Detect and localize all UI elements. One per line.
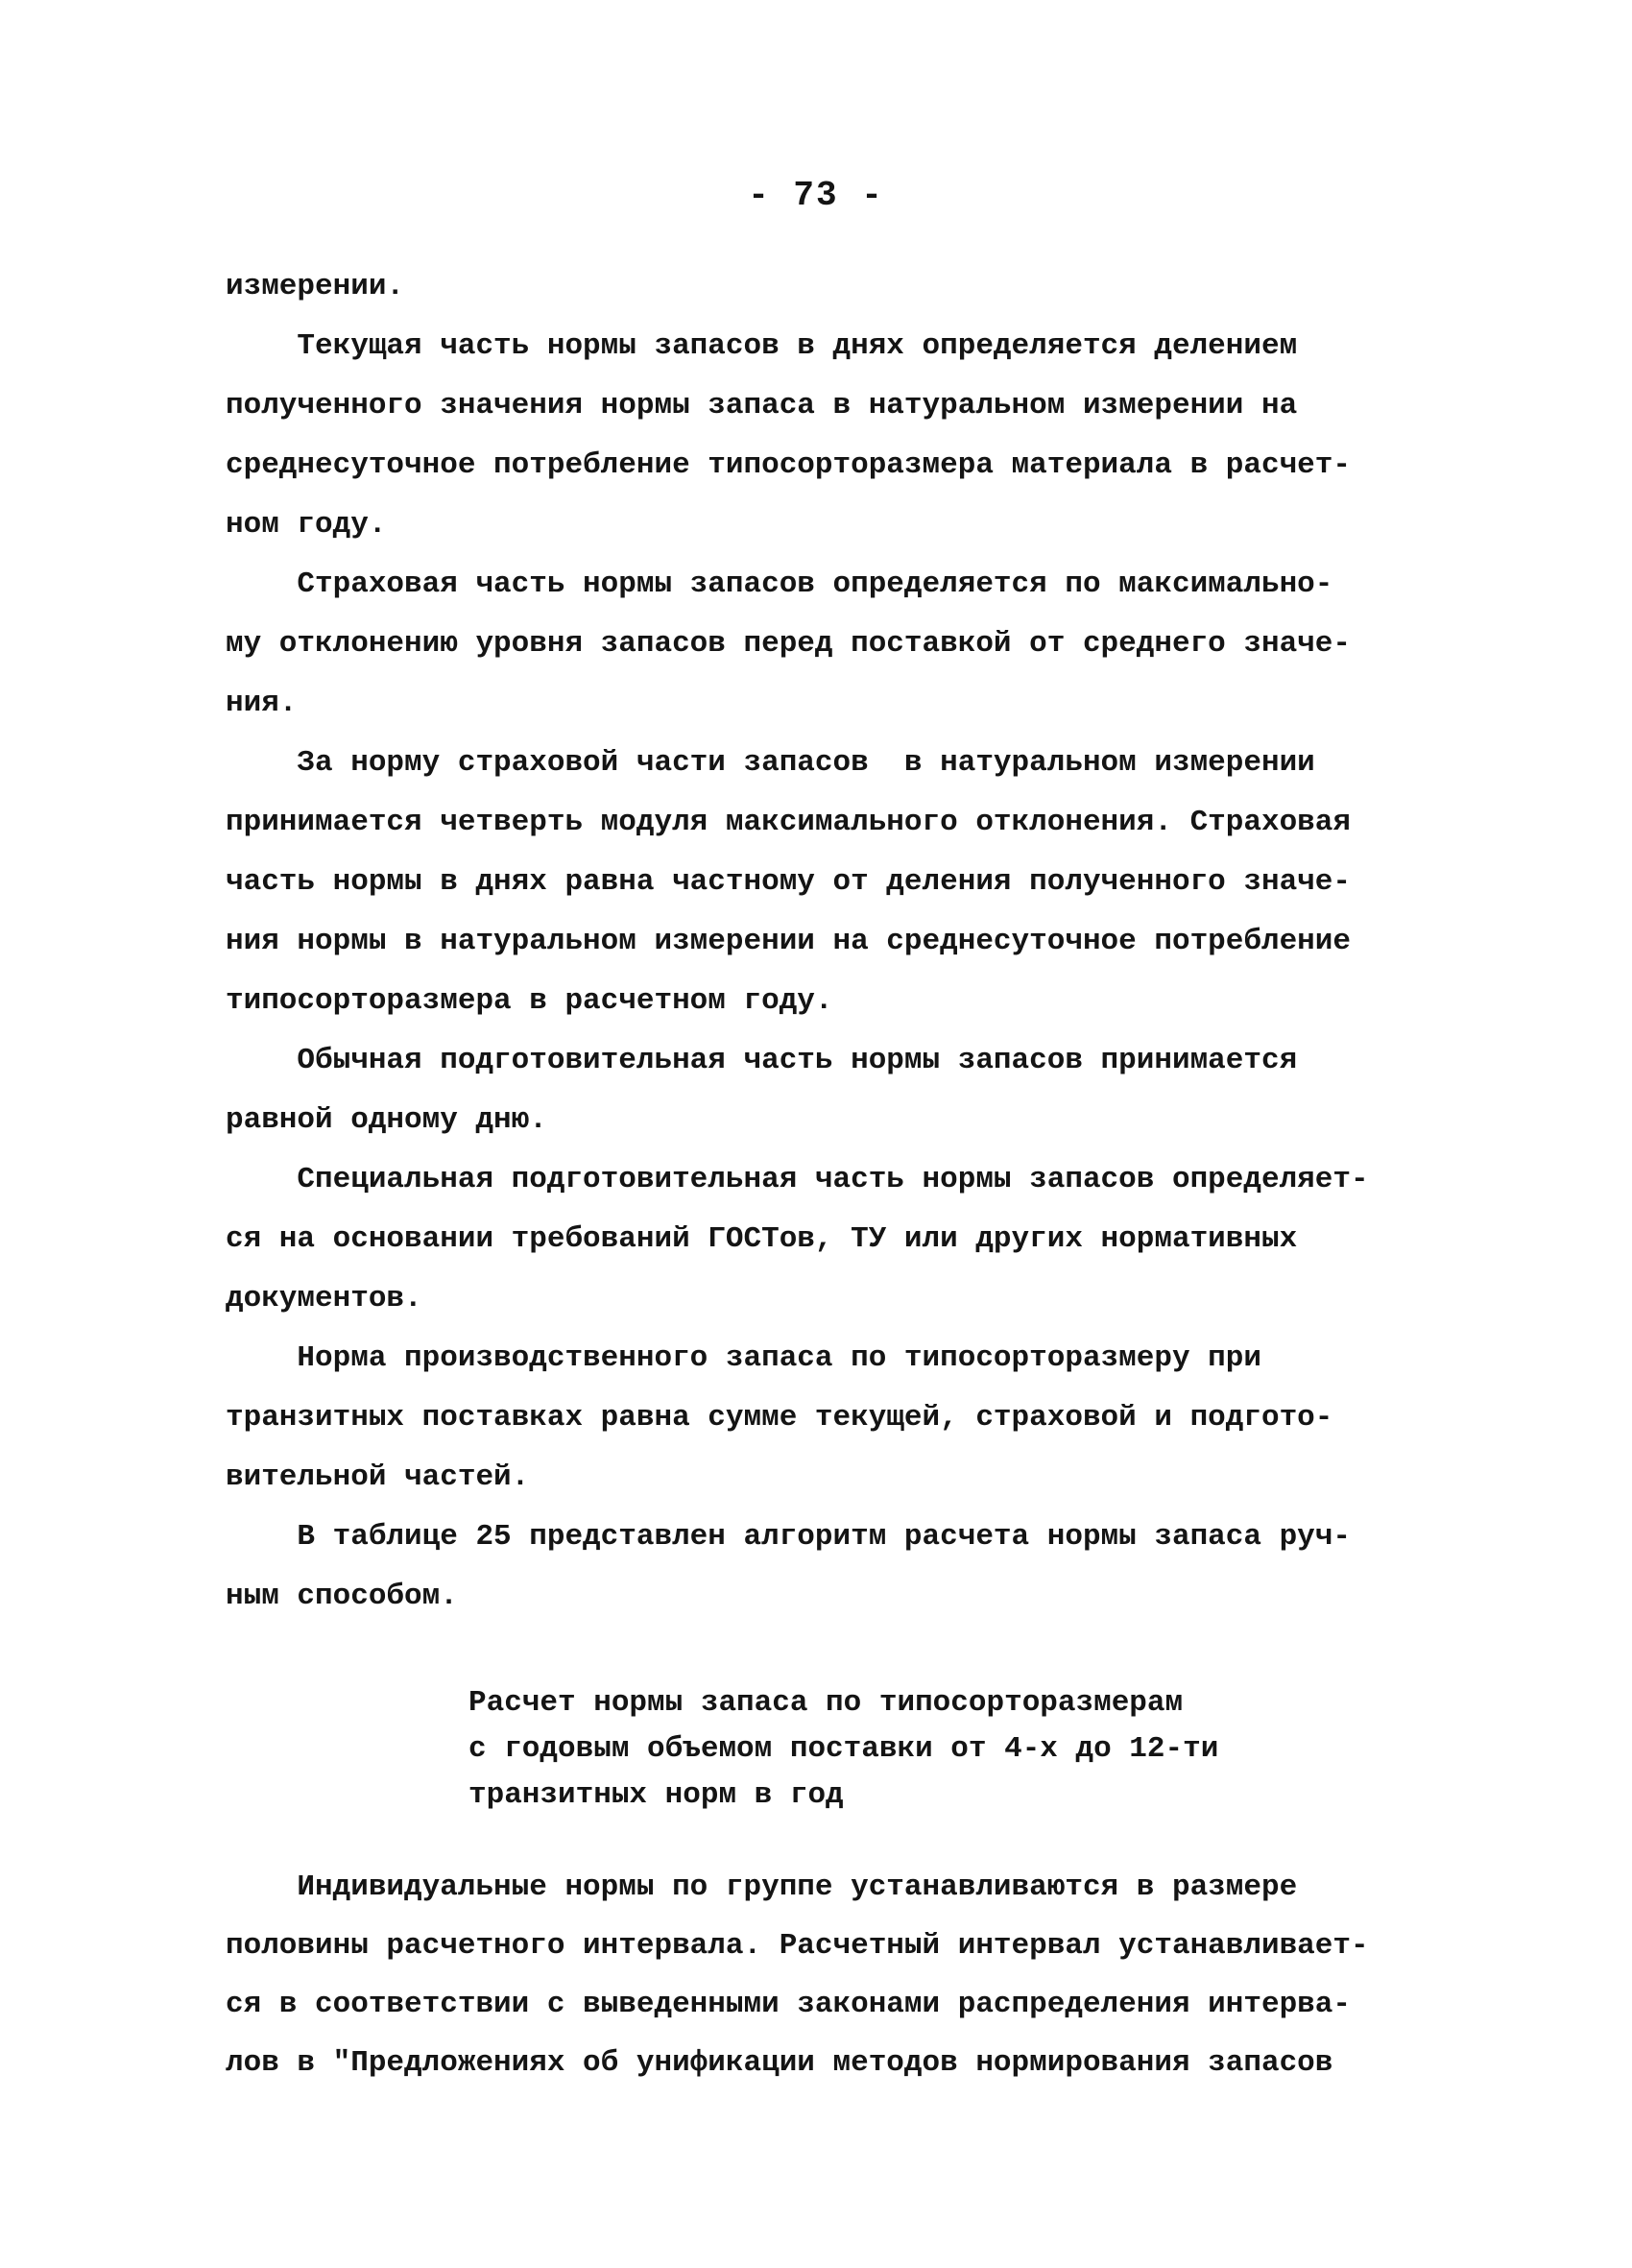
text-line: ном году. [226, 508, 387, 542]
body-text [226, 257, 1426, 1627]
text-line: ным способом. [226, 1580, 458, 1613]
tail-text [226, 1858, 1426, 2092]
text-line: равной одному дню. [226, 1103, 547, 1137]
text-line: ся на основании требований ГОСТов, ТУ или других нормативных [226, 1222, 1298, 1256]
text-line: типосорторазмера в расчетном году. [226, 984, 833, 1018]
text-line: Норма производственного запаса по типосорторазмеру при [226, 1341, 1261, 1375]
text-line: Текущая часть нормы запасов в днях определяется делением [226, 329, 1298, 363]
text-line: В таблице 25 представлен алгоритм расчета нормы запаса руч- [226, 1520, 1351, 1554]
text-line: му отклонению уровня запасов перед поставкой от среднего значе- [226, 627, 1351, 661]
table-title [468, 1680, 1218, 1819]
text-line: Индивидуальные нормы по группе устанавливаются в размере [226, 1870, 1298, 1904]
text-line: вительной частей. [226, 1460, 530, 1494]
text-line: часть нормы в днях равна частному от деления полученного значе- [226, 865, 1351, 899]
table-title-line: Расчет нормы запаса по типосорторазмерам [468, 1686, 1184, 1720]
text-line: документов. [226, 1282, 422, 1315]
table-title-line: транзитных норм в год [468, 1778, 844, 1812]
page-number: - 73 - [748, 176, 884, 215]
text-line: Специальная подготовительная часть нормы запасов определяет- [226, 1163, 1369, 1196]
text-line: ния. [226, 687, 298, 720]
text-line: За норму страховой части запасов в натуральном измерении [226, 746, 1315, 780]
text-line: транзитных поставках равна сумме текущей, страховой и подгото- [226, 1401, 1333, 1435]
text-line: принимается четверть модуля максимального отклонения. Страховая [226, 806, 1351, 839]
text-line: измерении. [226, 270, 405, 303]
text-line: Обычная подготовительная часть нормы запасов принимается [226, 1044, 1298, 1077]
text-line: лов в "Предложениях об унификации методов нормирования запасов [226, 2046, 1333, 2080]
text-line: ния нормы в натуральном измерении на среднесуточное потребление [226, 925, 1351, 958]
text-line: среднесуточное потребление типосорторазмера материала в расчет- [226, 448, 1351, 482]
text-line: Страховая часть нормы запасов определяется по максимально- [226, 567, 1333, 601]
text-line: полученного значения нормы запаса в натуральном измерении на [226, 389, 1298, 422]
text-line: половины расчетного интервала. Расчетный интервал устанавливает- [226, 1929, 1369, 1963]
table-title-line: с годовым объемом поставки от 4-х до 12-ти [468, 1732, 1219, 1766]
text-line: ся в соответствии с выведенными законами распределения интерва- [226, 1988, 1351, 2021]
